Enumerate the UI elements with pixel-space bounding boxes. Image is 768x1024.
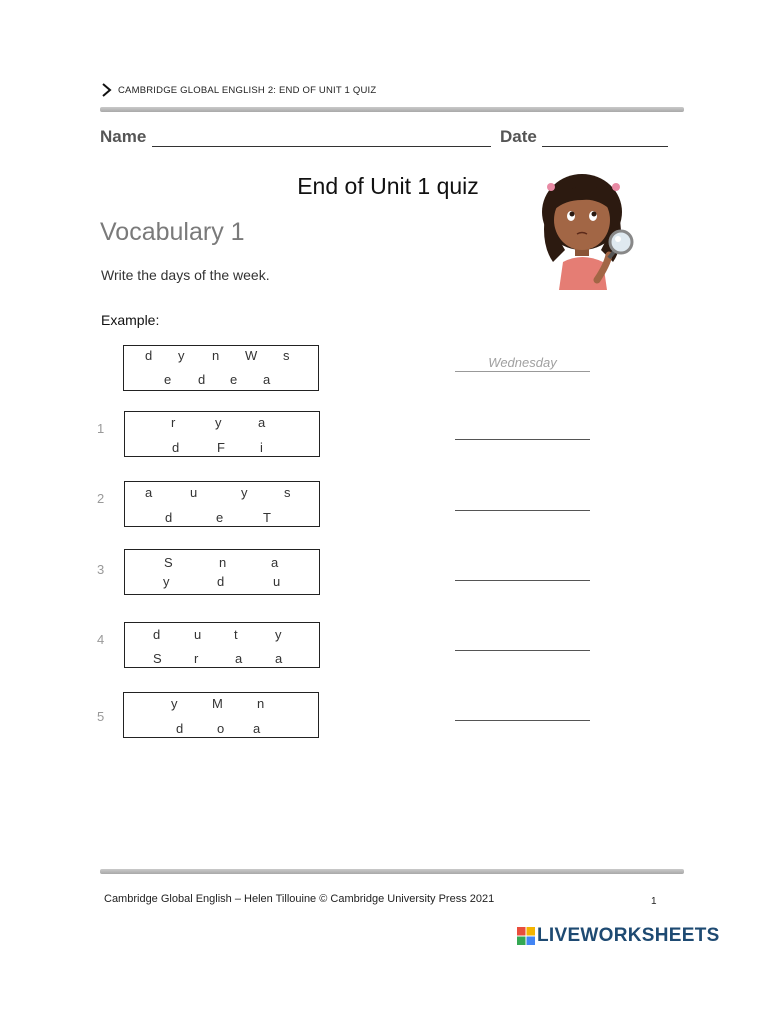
letter: a	[271, 555, 279, 570]
letter: y	[241, 485, 248, 500]
letter: F	[217, 440, 225, 455]
letter: n	[257, 696, 265, 711]
question-number: 4	[97, 632, 105, 647]
letter: a	[253, 721, 261, 736]
letter: e	[164, 372, 172, 387]
liveworksheets-logo-icon	[517, 927, 535, 945]
letter-box	[124, 411, 320, 457]
letter: W	[245, 348, 258, 363]
letter: n	[212, 348, 220, 363]
letter: d	[172, 440, 180, 455]
letter: n	[219, 555, 227, 570]
letter: a	[258, 415, 266, 430]
question-number: 1	[97, 421, 105, 436]
letter: a	[145, 485, 153, 500]
letter: u	[190, 485, 198, 500]
question-number: 3	[97, 562, 105, 577]
letter-box	[123, 692, 319, 738]
letter: y	[171, 696, 178, 711]
question-number: 5	[97, 709, 105, 724]
letter: t	[234, 627, 238, 642]
letter-box	[124, 549, 320, 595]
bottom-divider	[100, 869, 684, 874]
answer-field[interactable]	[455, 496, 590, 511]
example-label: Example:	[101, 312, 160, 328]
letter: d	[217, 574, 225, 589]
question-number: 2	[97, 491, 105, 506]
chevron-right-icon	[100, 82, 114, 98]
page-number: 1	[651, 896, 657, 907]
letter: r	[171, 415, 176, 430]
example-letter-box	[123, 345, 319, 391]
name-label: Name	[100, 127, 147, 146]
letter-box	[124, 481, 320, 527]
header-title: CAMBRIDGE GLOBAL ENGLISH 2: END OF UNIT 1 QUIZ	[118, 85, 377, 96]
letter: y	[178, 348, 185, 363]
letter: a	[263, 372, 271, 387]
letter: o	[217, 721, 225, 736]
instruction-text: Write the days of the week.	[101, 267, 270, 283]
letter-box	[124, 622, 320, 668]
letter: d	[165, 510, 173, 525]
letter: S	[164, 555, 173, 570]
letter: u	[194, 627, 202, 642]
letter: T	[263, 510, 271, 525]
letter: i	[260, 440, 263, 455]
liveworksheets-watermark	[517, 925, 720, 947]
letter: d	[145, 348, 153, 363]
answer-field[interactable]	[455, 706, 590, 721]
top-divider	[100, 107, 684, 112]
footer-credit: Cambridge Global English – Helen Tillouine © Cambridge University Press 2021	[104, 893, 495, 905]
letter: r	[194, 651, 199, 666]
girl-with-magnifier-illustration	[537, 170, 637, 290]
letter: y	[163, 574, 170, 589]
answer-field[interactable]	[455, 425, 590, 440]
letter: e	[216, 510, 224, 525]
letter: M	[212, 696, 223, 711]
letter: a	[235, 651, 243, 666]
letter: d	[153, 627, 161, 642]
date-field[interactable]	[542, 131, 668, 147]
letter: e	[230, 372, 238, 387]
letter: d	[198, 372, 206, 387]
answer-field[interactable]	[455, 636, 590, 651]
letter: y	[215, 415, 222, 430]
section-heading: Vocabulary 1	[100, 218, 245, 246]
letter: s	[284, 485, 291, 500]
example-answer: Wednesday	[455, 355, 590, 372]
letter: S	[153, 651, 162, 666]
answer-field[interactable]	[455, 566, 590, 581]
letter: s	[283, 348, 290, 363]
date-label: Date	[500, 127, 537, 146]
letter: a	[275, 651, 283, 666]
name-field[interactable]	[152, 131, 491, 147]
page-title: End of Unit 1 quiz	[297, 173, 479, 199]
letter: y	[275, 627, 282, 642]
watermark-text: LIVEWORKSHEETS	[537, 925, 720, 946]
letter: u	[273, 574, 281, 589]
letter: d	[176, 721, 184, 736]
